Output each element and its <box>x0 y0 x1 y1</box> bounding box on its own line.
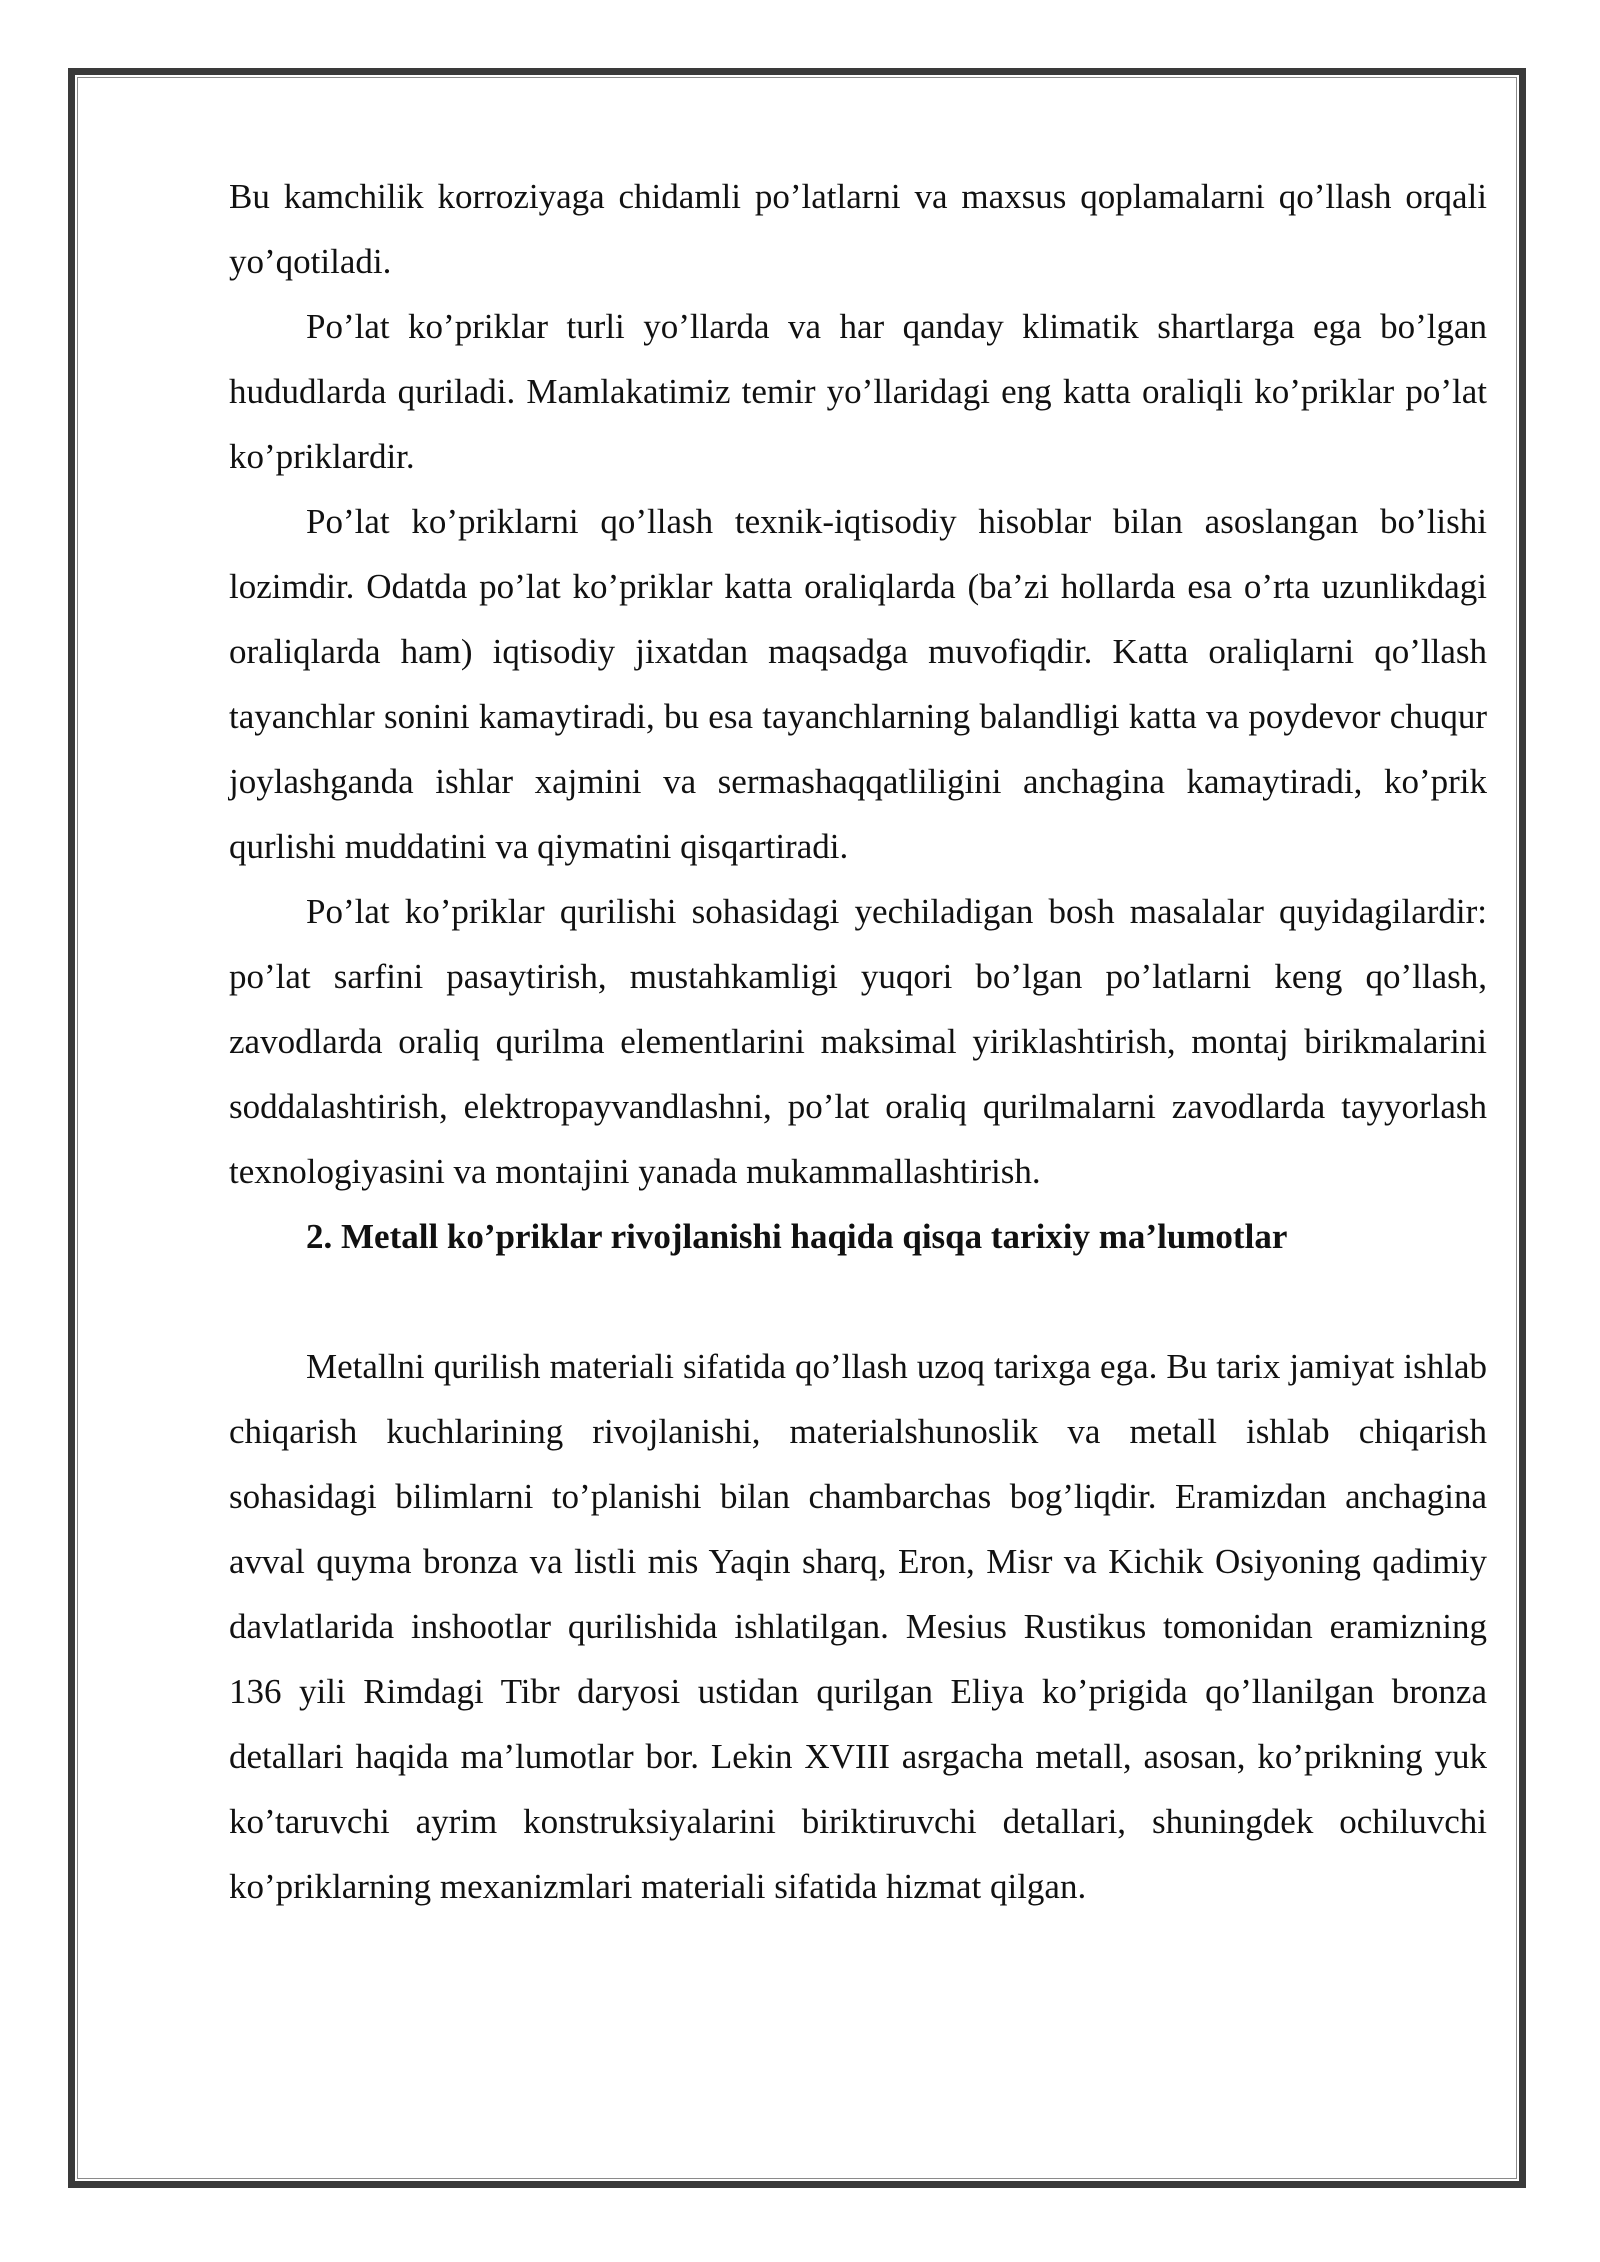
heading-spacer <box>229 1269 1487 1334</box>
paragraph-4: Po’lat ko’priklar qurilishi sohasidagi yechiladigan bosh masalalar quyidagilardir: po’lat sarfini pasaytirish, mustahkamligi yuqori bo’lgan po’latlarni keng qo’llash, zavodlarda oraliq qurilma elementlarini maksimal yiriklashtirish, montaj birikmalarini soddalashtirish, elektropayvandlashni, po’lat oraliq qurilmalarni zavodlarda tayyorlash texnologiyasini va montajini yanada mukammallashtirish. <box>229 892 1487 1191</box>
section-heading: 2. Metall ko’priklar rivojlanishi haqida qisqa tarixiy ma’lumotlar <box>306 1217 1288 1256</box>
paragraph-2: Po’lat ko’priklar turli yo’llarda va har qanday klimatik shartlarga ega bo’lgan hududlarda quriladi. Mamlakatimiz temir yo’llaridagi eng katta oraliqli ko’priklar po’lat ko’priklardir. <box>229 307 1487 476</box>
paragraph-3: Po’lat ko’priklarni qo’llash texnik-iqtisodiy hisoblar bilan asoslangan bo’lishi lozimdir. Odatda po’lat ko’priklar katta oraliqlarda (ba’zi hollarda esa o’rta uzunlikdagi oraliqlarda ham) iqtisodiy jixatdan maqsadga muvofiqdir. Katta oraliqlarni qo’llash tayanchlar sonini kamaytiradi, bu esa tayanchlarning balandligi katta va poydevor chuqur joylashganda ishlar xajmini va sermashaqqatliligini anchagina kamaytiradi, ko’prik qurlishi muddatini va qiymatini qisqartiradi. <box>229 502 1487 866</box>
paragraph-1: Bu kamchilik korroziyaga chidamli po’latlarni va maxsus qoplamalarni qo’llash orqali yo’qotiladi. <box>229 177 1487 281</box>
page-content <box>229 164 1487 1919</box>
paragraph-5: Metallni qurilish materiali sifatida qo’llash uzoq tarixga ega. Bu tarix jamiyat ishlab chiqarish kuchlarining rivojlanishi, materialshunoslik va metall ishlab chiqarish sohasidagi bilimlarni to’planishi bilan chambarchas bog’liqdir. Eramizdan anchagina avval quyma bronza va listli mis Yaqin sharq, Eron, Misr va Kichik Osiyoning qadimiy davlatlarida inshootlar qurilishida ishlatilgan. Mesius Rustikus tomonidan eramizning 136 yili Rimdagi Tibr daryosi ustidan qurilgan Eliya ko’prigida qo’llanilgan bronza detallari haqida ma’lumotlar bor. Lekin XVIII asrgacha metall, asosan, ko’prikning yuk ko’taruvchi ayrim konstruksiyalarini biriktiruvchi detallari, shuningdek ochiluvchi ko’priklarning mexanizmlari materiali sifatida hizmat qilgan. <box>229 1347 1487 1906</box>
